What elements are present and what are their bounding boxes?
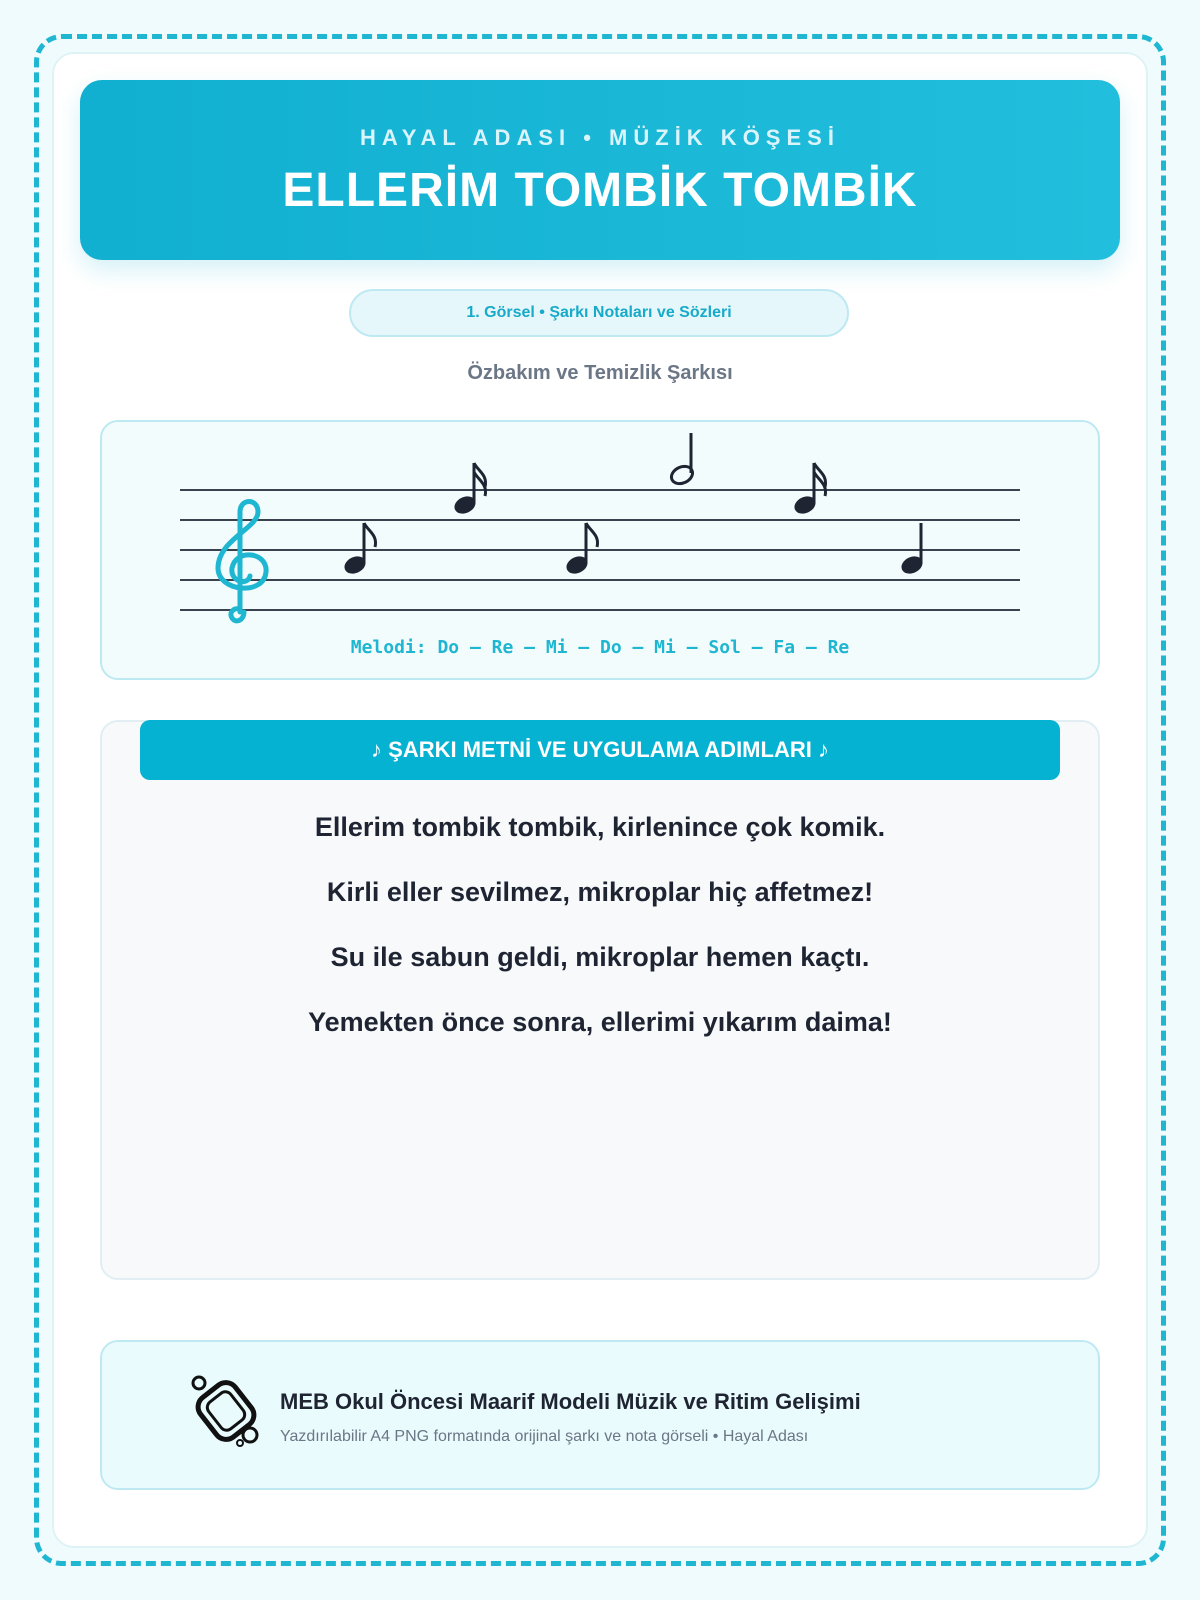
staff-lines bbox=[180, 490, 1020, 610]
lyrics-heading: ♪ ŞARKI METNİ VE UYGULAMA ADIMLARI ♪ bbox=[140, 720, 1060, 780]
lyric-line-1: Ellerim tombik tombik, kirlenince çok komik. bbox=[314, 812, 886, 842]
handwash-soap-icon bbox=[190, 1372, 262, 1448]
lyric-line-3: Su ile sabun geldi, mikroplar hemen kaçtı. bbox=[330, 942, 870, 972]
melody-text: Melodi: Do – Re – Mi – Do – Mi – Sol – Fa – Re bbox=[350, 637, 850, 658]
lyric-line-2: Kirli eller sevilmez, mikroplar hiç affetmez! bbox=[326, 877, 874, 907]
notes-layer bbox=[342, 433, 926, 577]
header-overline: HAYAL ADASI • MÜZİK KÖŞESİ bbox=[360, 125, 840, 150]
footer-subtitle: Yazdırılabilir A4 PNG formatında orijinal şarkı ve nota görseli • Hayal Adası bbox=[280, 1428, 809, 1445]
footer-title: MEB Okul Öncesi Maarif Modeli Müzik ve Ritim Gelişimi bbox=[280, 1389, 861, 1414]
note-half bbox=[669, 433, 696, 487]
song-subtitle: Özbakım ve Temizlik Şarkısı bbox=[467, 362, 733, 384]
lyrics-card bbox=[100, 720, 1100, 1280]
lyric-line-4: Yemekten önce sonra, ellerimi yıkarım daima! bbox=[308, 1007, 892, 1037]
caption-pill: 1. Görsel • Şarkı Notaları ve Sözleri bbox=[349, 289, 849, 337]
music-staff bbox=[0, 0, 1200, 700]
page-title: ELLERİM TOMBİK TOMBİK bbox=[282, 164, 918, 217]
